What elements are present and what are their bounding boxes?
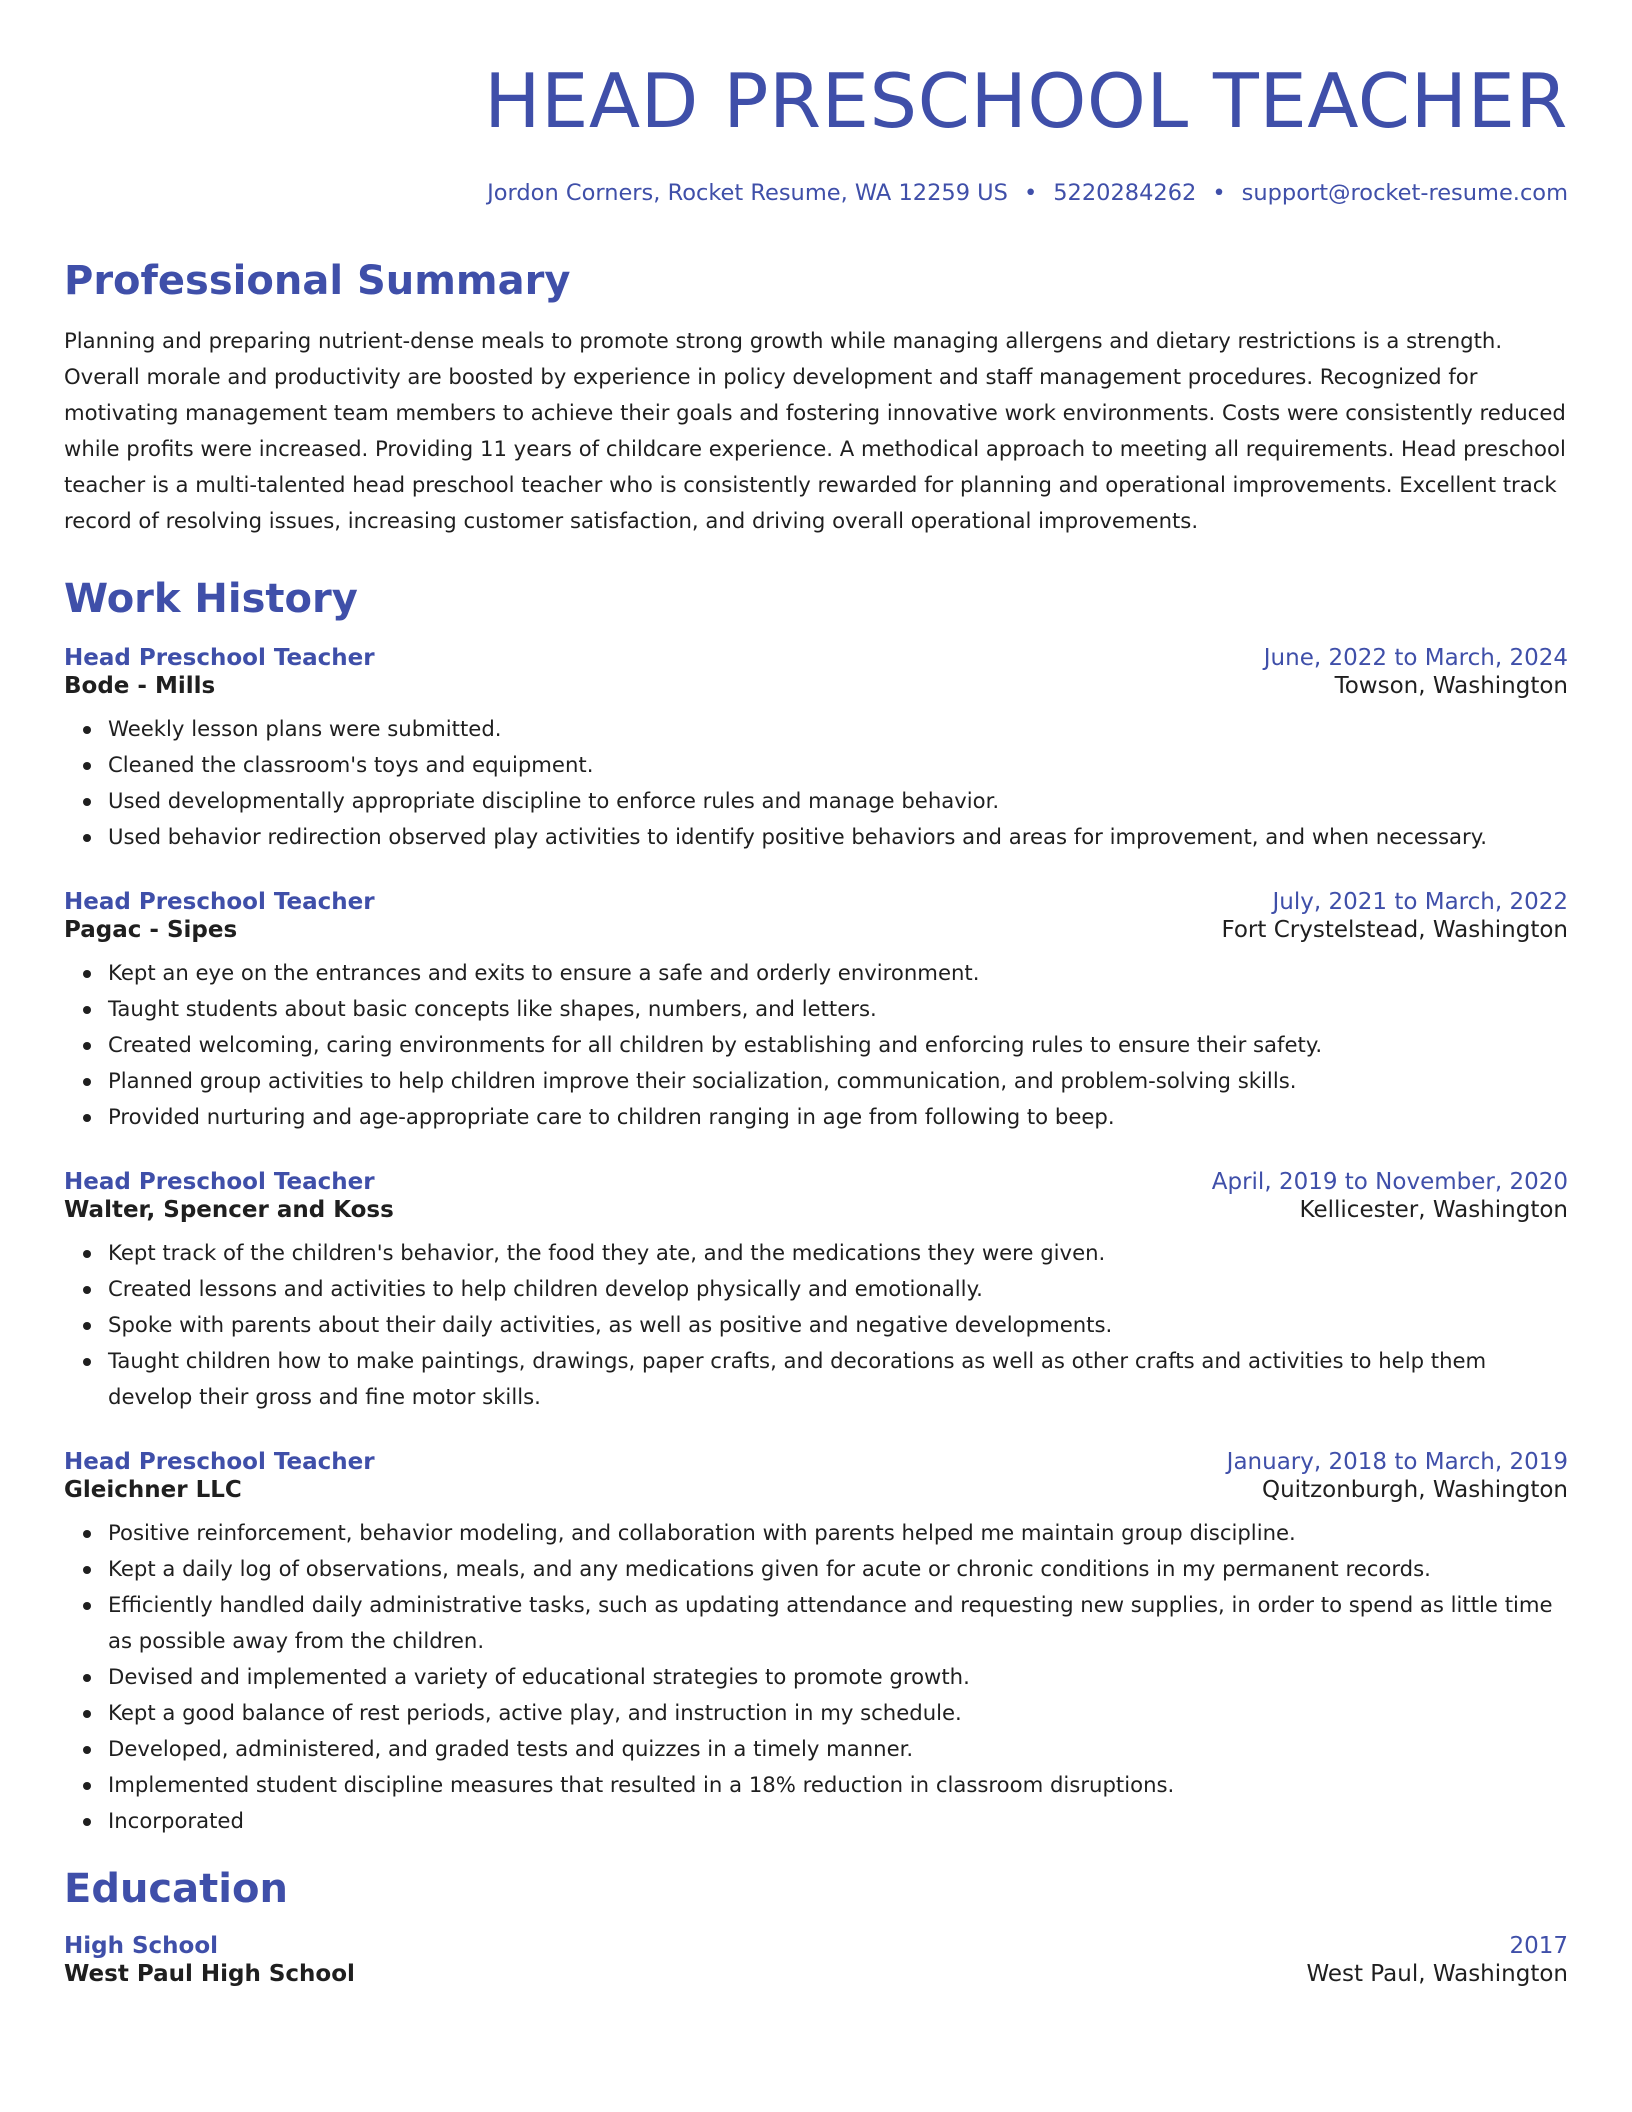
education-entry bbox=[64, 1933, 1568, 1987]
job-location: Quitzonburgh, Washington bbox=[1262, 1476, 1568, 1503]
job-bullet: Kept a good balance of rest periods, active play, and instruction in my schedule. bbox=[108, 1695, 1568, 1731]
job-bullet: Kept an eye on the entrances and exits to ensure a safe and orderly environment. bbox=[108, 955, 1568, 991]
contact-address: Jordon Corners, Rocket Resume, WA 12259 US bbox=[487, 180, 1008, 206]
job-entry bbox=[64, 1169, 1568, 1415]
education-school: West Paul High School bbox=[64, 1960, 355, 1987]
job-company-row bbox=[64, 1197, 1568, 1223]
job-entry bbox=[64, 645, 1568, 855]
education-degree: High School bbox=[64, 1932, 219, 1959]
job-company-row bbox=[64, 1477, 1568, 1503]
summary-text: Planning and preparing nutrient-dense meals to promote strong growth while managing allergens and dietary restrictions is a strength. Overall morale and productivity are boosted by experience in policy development and staff management procedures. Recognized for motivating management team members to achieve their goals and fostering innovative work environments. Costs were consistently reduced while profits were increased. Providing 11 years of childcare experience. A methodical approach to meeting all requirements. Head preschool teacher is a multi-talented head preschool teacher who is consistently rewarded for planning and operational improvements. Excellent track record of resolving issues, increasing customer satisfaction, and driving overall operational improvements. bbox=[64, 327, 1566, 533]
job-bullet: Provided nurturing and age-appropriate care to children ranging in age from following to beep. bbox=[108, 1099, 1568, 1135]
job-bullet: Weekly lesson plans were submitted. bbox=[108, 711, 1568, 747]
job-bullet: Positive reinforcement, behavior modeling, and collaboration with parents helped me maintain group discipline. bbox=[108, 1515, 1568, 1551]
job-bullet: Spoke with parents about their daily activities, as well as positive and negative developments. bbox=[108, 1307, 1568, 1343]
job-title: Head Preschool Teacher bbox=[64, 1168, 375, 1195]
job-entry bbox=[64, 889, 1568, 1135]
job-company: Pagac - Sipes bbox=[64, 916, 238, 943]
job-bullet: Created lessons and activities to help children develop physically and emotionally. bbox=[108, 1271, 1568, 1307]
job-bullet: Cleaned the classroom's toys and equipment. bbox=[108, 747, 1568, 783]
contact-email[interactable]: support@rocket-resume.com bbox=[1241, 180, 1568, 206]
job-bullet: Used behavior redirection observed play activities to identify positive behaviors and areas for improvement, and when necessary. bbox=[108, 819, 1568, 855]
job-bullet: Efficiently handled daily administrative tasks, such as updating attendance and requesting new supplies, in order to spend as little time as possible away from the children. bbox=[108, 1587, 1568, 1659]
job-bullet-list bbox=[64, 955, 1568, 1135]
job-title-row bbox=[64, 1169, 1568, 1195]
job-bullet: Taught children how to make paintings, drawings, paper crafts, and decorations as well as other crafts and activities to help them develop their gross and fine motor skills. bbox=[108, 1343, 1568, 1415]
education-location: West Paul, Washington bbox=[1306, 1960, 1568, 1987]
job-bullet: Developed, administered, and graded tests and quizzes in a timely manner. bbox=[108, 1731, 1568, 1767]
job-title: Head Preschool Teacher bbox=[64, 1448, 375, 1475]
education-section bbox=[64, 1865, 1568, 1987]
job-bullet-list bbox=[64, 711, 1568, 855]
job-title-row bbox=[64, 645, 1568, 671]
job-dates: April, 2019 to November, 2020 bbox=[1211, 1168, 1568, 1195]
job-title: Head Preschool Teacher bbox=[64, 644, 375, 671]
contact-separator: • bbox=[1023, 180, 1038, 206]
education-year: 2017 bbox=[1509, 1932, 1568, 1959]
job-location: Fort Crystelstead, Washington bbox=[1221, 916, 1568, 943]
job-company: Bode - Mills bbox=[64, 672, 216, 699]
work-history-list bbox=[64, 645, 1568, 1839]
contact-separator: • bbox=[1212, 180, 1226, 206]
contact-line bbox=[64, 182, 1568, 205]
job-bullet: Planned group activities to help children improve their socialization, communication, and problem-solving skills. bbox=[108, 1063, 1568, 1099]
job-title-row bbox=[64, 1449, 1568, 1475]
job-entry bbox=[64, 1449, 1568, 1839]
job-location: Towson, Washington bbox=[1334, 672, 1568, 699]
job-location: Kellicester, Washington bbox=[1299, 1196, 1568, 1223]
job-bullet: Taught students about basic concepts like shapes, numbers, and letters. bbox=[108, 991, 1568, 1027]
job-company: Gleichner LLC bbox=[64, 1476, 242, 1503]
job-bullet: Kept track of the children's behavior, the food they ate, and the medications they were given. bbox=[108, 1235, 1568, 1271]
job-bullet: Implemented student discipline measures that resulted in a 18% reduction in classroom disruptions. bbox=[108, 1767, 1568, 1803]
job-bullet: Kept a daily log of observations, meals, and any medications given for acute or chronic conditions in my permanent records. bbox=[108, 1551, 1568, 1587]
job-title-row bbox=[64, 889, 1568, 915]
job-company-row bbox=[64, 917, 1568, 943]
job-dates: July, 2021 to March, 2022 bbox=[1272, 888, 1568, 915]
contact-phone: 5220284262 bbox=[1053, 180, 1197, 206]
education-heading: Education bbox=[64, 1865, 288, 1912]
job-bullet-list bbox=[64, 1515, 1568, 1839]
education-degree-row bbox=[64, 1933, 1568, 1959]
job-bullet-list bbox=[64, 1235, 1568, 1415]
job-bullet: Created welcoming, caring environments for all children by establishing and enforcing rules to ensure their safety. bbox=[108, 1027, 1568, 1063]
job-dates: June, 2022 to March, 2024 bbox=[1263, 644, 1568, 671]
job-bullet: Devised and implemented a variety of educational strategies to promote growth. bbox=[108, 1659, 1568, 1695]
job-title: Head Preschool Teacher bbox=[64, 888, 375, 915]
job-bullet: Used developmentally appropriate discipline to enforce rules and manage behavior. bbox=[108, 783, 1568, 819]
job-dates: January, 2018 to March, 2019 bbox=[1226, 1448, 1568, 1475]
work-history-heading: Work History bbox=[64, 575, 358, 622]
education-list bbox=[64, 1933, 1568, 1987]
resume-name: HEAD PRESCHOOL TEACHER bbox=[484, 57, 1568, 145]
job-company-row bbox=[64, 673, 1568, 699]
job-company: Walter, Spencer and Koss bbox=[64, 1196, 394, 1223]
summary-heading: Professional Summary bbox=[64, 257, 571, 304]
job-bullet: Incorporated bbox=[108, 1803, 1568, 1839]
education-school-row bbox=[64, 1961, 1568, 1987]
